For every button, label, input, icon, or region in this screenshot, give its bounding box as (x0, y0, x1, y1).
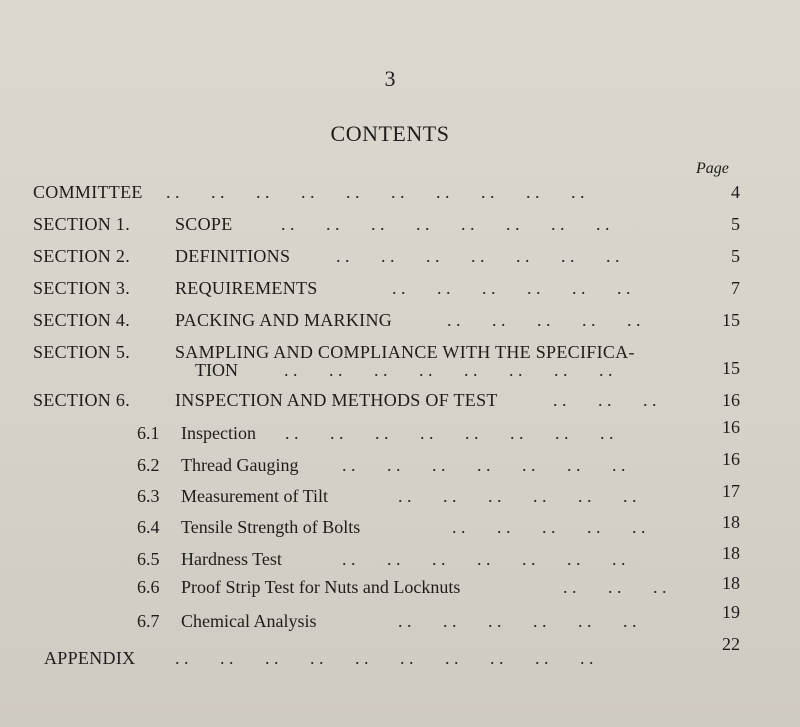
toc-entry-title: DEFINITIONS (175, 246, 291, 266)
dot-leader: . . . . . . . . . . (452, 517, 646, 537)
toc-subentry-title: Tensile Strength of Bolts (181, 517, 361, 537)
toc-entry-title: SAMPLING AND COMPLIANCE WITH THE SPECIFICA- (175, 342, 635, 362)
dot-leader: . . . . . . . . . . . . . . (342, 455, 626, 475)
toc-entry-page: 16 (722, 390, 740, 410)
dot-leader: . . . . . . . . . . . . (398, 611, 637, 631)
toc-subentry-title: Chemical Analysis (181, 611, 317, 631)
toc-entry-title: SCOPE (175, 214, 233, 234)
toc-entry-page: 15 (722, 358, 740, 378)
toc-subentry-page: 16 (722, 449, 740, 469)
toc-entry-label: SECTION 4. (33, 310, 130, 330)
dot-leader: . . . . . . . . . . . . . . . . (281, 214, 610, 234)
page-title: CONTENTS (330, 121, 450, 146)
toc-subentry-number: 6.2 (137, 455, 160, 475)
toc-entry-page: 15 (722, 310, 740, 330)
toc-entry-page: 7 (731, 278, 740, 298)
toc-subentry-number: 6.1 (137, 423, 160, 443)
toc-entry-page: 22 (722, 634, 740, 654)
toc-entry-label: COMMITTEE (33, 182, 143, 202)
toc-entry-label: SECTION 5. (33, 342, 130, 362)
dot-leader: . . . . . . . . . . . . . . (342, 549, 626, 569)
dot-leader: . . . . . . . . . . . . (392, 278, 631, 298)
toc-subentry-title: Thread Gauging (181, 455, 299, 475)
toc-entry-label: APPENDIX (44, 648, 136, 668)
dot-leader: . . . . . . . . . . . . . . . . . . . . (166, 182, 585, 202)
toc-subentry-number: 6.3 (137, 486, 160, 506)
page-column-label: Page (696, 160, 729, 177)
dot-leader: . . . . . . . . . . . . . . . . (284, 360, 613, 380)
toc-entry-page: 5 (731, 246, 740, 266)
toc-entry-title: INSPECTION AND METHODS OF TEST (175, 390, 498, 410)
toc-subentry-number: 6.5 (137, 549, 160, 569)
toc-entry-label: SECTION 6. (33, 390, 130, 410)
toc-entry-title: REQUIREMENTS (175, 278, 318, 298)
toc-entry-page: 4 (731, 182, 740, 202)
dot-leader: . . . . . . (553, 390, 657, 410)
page-number: 3 (384, 66, 396, 91)
toc-subentry-number: 6.4 (137, 517, 160, 537)
toc-entry-title: PACKING AND MARKING (175, 310, 393, 330)
toc-entry-title-continuation: TION (195, 360, 238, 380)
toc-entry-page: 5 (731, 214, 740, 234)
toc-subentry-title: Proof Strip Test for Nuts and Locknuts (181, 577, 461, 597)
toc-subentry-number: 6.7 (137, 611, 160, 631)
toc-subentry-number: 6.6 (137, 577, 160, 597)
toc-subentry-page: 17 (722, 481, 740, 501)
toc-subentry-page: 16 (722, 417, 740, 437)
toc-subentry-page: 19 (722, 602, 740, 622)
toc-subentry-title: Inspection (181, 423, 256, 443)
toc-subentry-title: Hardness Test (181, 549, 282, 569)
dot-leader: . . . . . . . . . . . . . . . . . . . . (175, 648, 594, 668)
dot-leader: . . . . . . . . . . . . (398, 486, 637, 506)
toc-subentry-page: 18 (722, 543, 740, 563)
toc-entry-section-5 (0, 342, 760, 382)
dot-leader: . . . . . . . . . . . . . . . . (285, 423, 614, 443)
dot-leader: . . . . . . (563, 577, 667, 597)
toc-entry-label: SECTION 3. (33, 278, 130, 298)
toc-entry-label: SECTION 1. (33, 214, 130, 234)
toc-entry-label: SECTION 2. (33, 246, 130, 266)
toc-subentry-page: 18 (722, 573, 740, 593)
dot-leader: . . . . . . . . . . (447, 310, 641, 330)
toc-subentry-page: 18 (722, 512, 740, 532)
toc-subentry-title: Measurement of Tilt (181, 486, 328, 506)
dot-leader: . . . . . . . . . . . . . . (336, 246, 620, 266)
